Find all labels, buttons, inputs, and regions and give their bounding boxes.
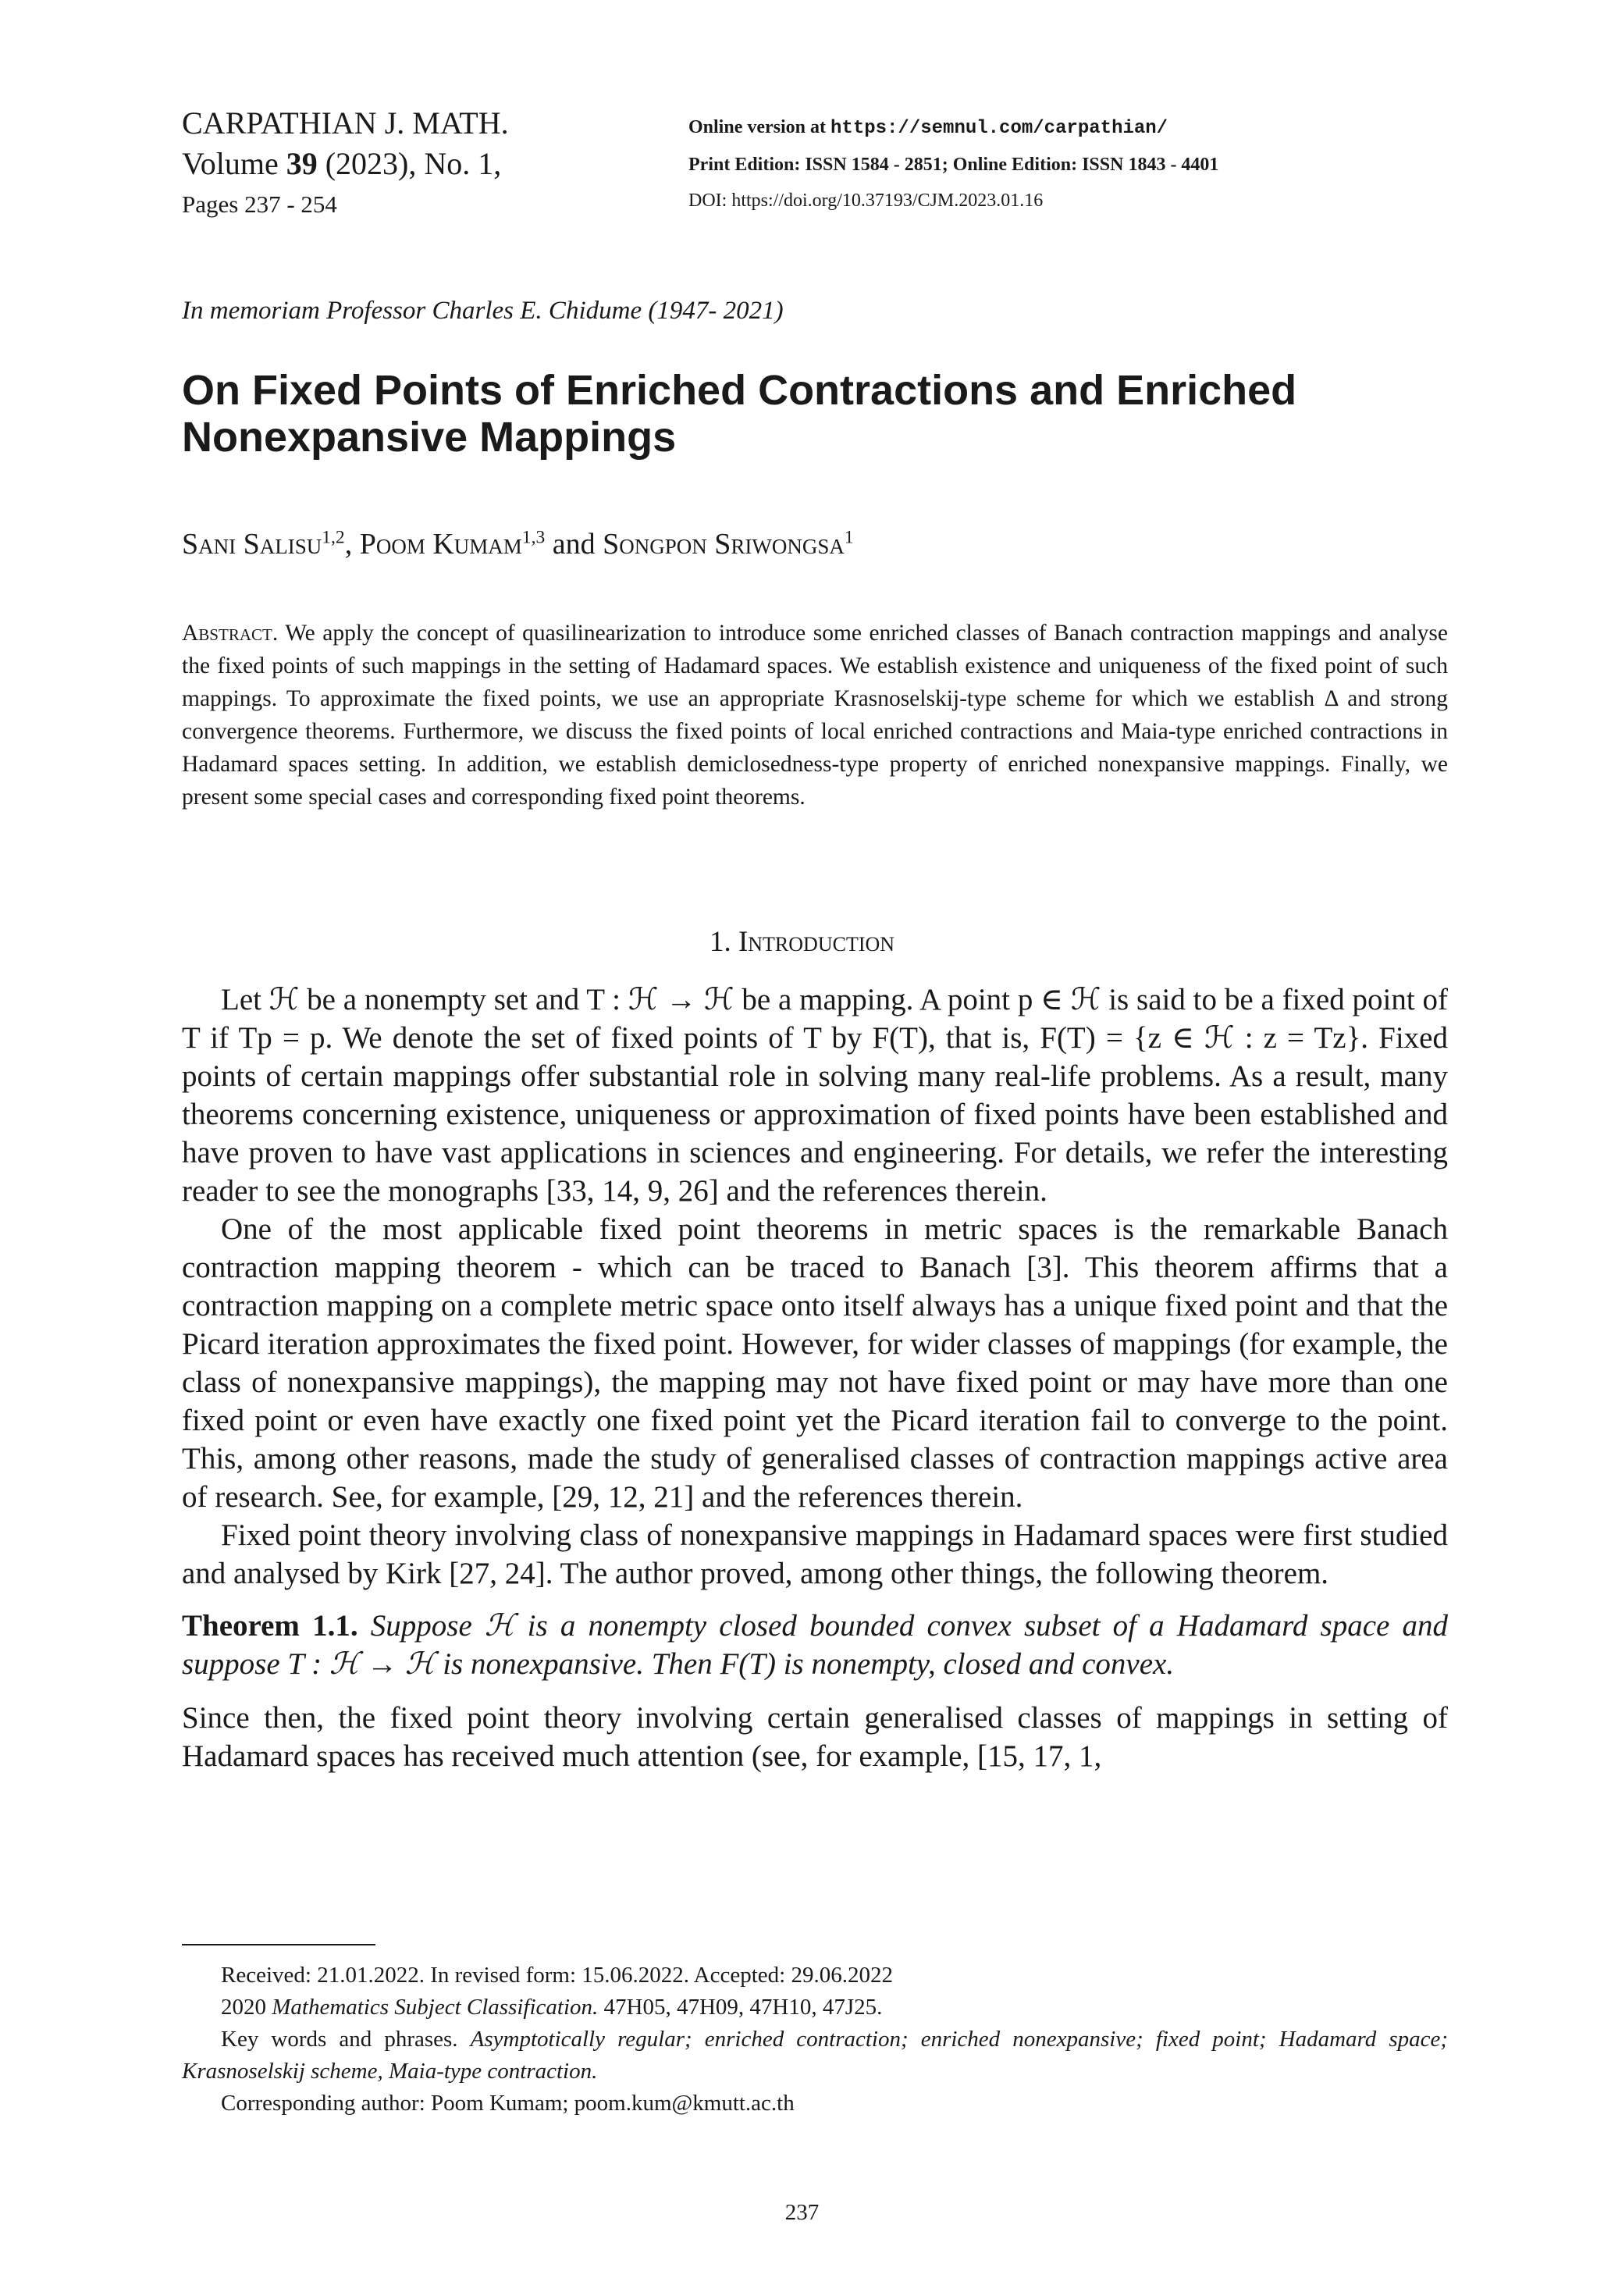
keywords: Key words and phrases. Asymptotically regular; enriched contraction; enriched nonexpansive; fixed point; Hadamard space; Krasnoselskij scheme, Maia-type contraction. [182,2027,1449,2084]
journal-volume: Volume 39 (2023), No. 1, [182,146,502,181]
author-affiliation: 1,3 [521,527,546,548]
author-affiliation: 1 [844,527,854,548]
author-list: Sani Salisu$^{1,2}$, Poom Kumam$^{1,3}$ and Songpon Sriwongsa$^1$ [182,527,854,561]
dedication: In memoriam Professor Charles E. Chidume (1947- 2021) [182,297,784,325]
author-name: Songpon Sriwongsa [603,528,845,561]
footnote-divider [182,1944,375,1945]
issn-line: Print Edition: ISSN 1584 - 2851; Online Edition: ISSN 1843 - 4401 [688,155,1219,175]
publication-info [688,109,1218,219]
online-url-link[interactable]: https://semnul.com/carpathian/ [830,118,1168,139]
journal-header [182,103,509,225]
paragraph: Let ℋ be a nonempty set and T : ℋ → ℋ be a mapping. A point p ∈ ℋ is said to be a fixed point of T if Tp = p. We denote the set of fixed points of T by F(T), that is, F(T) = {z ∈ ℋ : z = Tz}. Fixed points of certain mappings offer substantial role in solving many real-life problems. As a result, many theorems concerning existence, uniqueness or approximation of fixed points have been established and have proven to have vast applications in sciences and engineering. For details, we refer the interesting reader to see the monographs [33, 14, 9, 26] and the references therein. [182,983,1448,1208]
corresponding-author: Corresponding author: Poom Kumam; poom.kum@kmutt.ac.th [221,2091,795,2116]
theorem [182,1607,1448,1683]
author-conjunction: and [552,528,596,561]
abstract [182,617,1448,813]
msc-classification: 2020 Mathematics Subject Classification. 47H05, 47H09, 47H10, 47J25. [221,1995,883,2020]
author-name: Sani Salisu [182,528,322,561]
received-dates: Received: 21.01.2022. In revised form: 15.06.2022. Accepted: 29.06.2022 [221,1963,893,1988]
paragraph: Fixed point theory involving class of nonexpansive mappings in Hadamard spaces were first studied and analysed by Kirk [27, 24]. The author proved, among other things, the following theorem. [182,1518,1448,1590]
paragraph: One of the most applicable fixed point theorems in metric spaces is the remarkable Banach contraction mapping theorem - which can be traced to Banach [3]. This theorem affirms that a contraction mapping on a complete metric space onto itself always has a unique fixed point and that the Picard iteration approximates the fixed point. However, for wider classes of mappings (for example, the class of nonexpansive mappings), the mapping may not have fixed point or may have more than one fixed point or even have exactly one fixed point yet the Picard iteration fail to converge to the point. This, among other reasons, made the study of generalised classes of contraction mappings active area of research. See, for example, [29, 12, 21] and the references therein. [182,1212,1448,1514]
section-number: 1. [709,926,731,958]
doi-line[interactable]: DOI: https://doi.org/10.37193/CJM.2023.01.16 [688,190,1044,211]
body-text [182,981,1448,1775]
section-title: Introduction [738,926,895,958]
paragraph: Since then, the fixed point theory involving certain generalised classes of mappings in setting of Hadamard spaces has received much attention (see, for example, [15, 17, 1, [182,1701,1448,1773]
author-name: Poom Kumam [359,528,522,561]
theorem-label: Theorem 1.1. [182,1609,358,1643]
journal-pages: Pages 237 - 254 [182,190,337,218]
page-number: 237 [784,2200,820,2225]
author-affiliation: 1,2 [322,527,345,548]
journal-name: CARPATHIAN J. MATH. [182,105,509,141]
footnotes [182,1960,1448,2120]
paper-title: On Fixed Points of Enriched Contractions and Enriched Nonexpansive Mappings [182,367,1297,461]
online-version: Online version at https://semnul.com/carpathian/ [688,117,1168,139]
theorem-statement: Suppose ℋ is a nonempty closed bounded convex subset of a Hadamard space and suppose T : ℋ → ℋ is nonexpansive. Then F(T) is nonempty, closed and convex. [182,1609,1448,1681]
section-heading [0,925,1604,959]
abstract-text: We apply the concept of quasilinearization to introduce some enriched classes of Banach contraction mappings and analyse the fixed points of such mappings in the setting of Hadamard spaces. We establish existence and uniqueness of the fixed point of such mappings. To approximate the fixed points, we use an appropriate Krasnoselskij-type scheme for which we establish Δ and strong convergence theorems. Furthermore, we discuss the fixed points of local enriched contractions and Maia-type enriched contractions in Hadamard spaces setting. In addition, we establish demiclosedness-type property of enriched nonexpansive mappings. Finally, we present some special cases and corresponding fixed point theorems. [182,621,1449,810]
abstract-label: Abstract. [182,621,279,646]
